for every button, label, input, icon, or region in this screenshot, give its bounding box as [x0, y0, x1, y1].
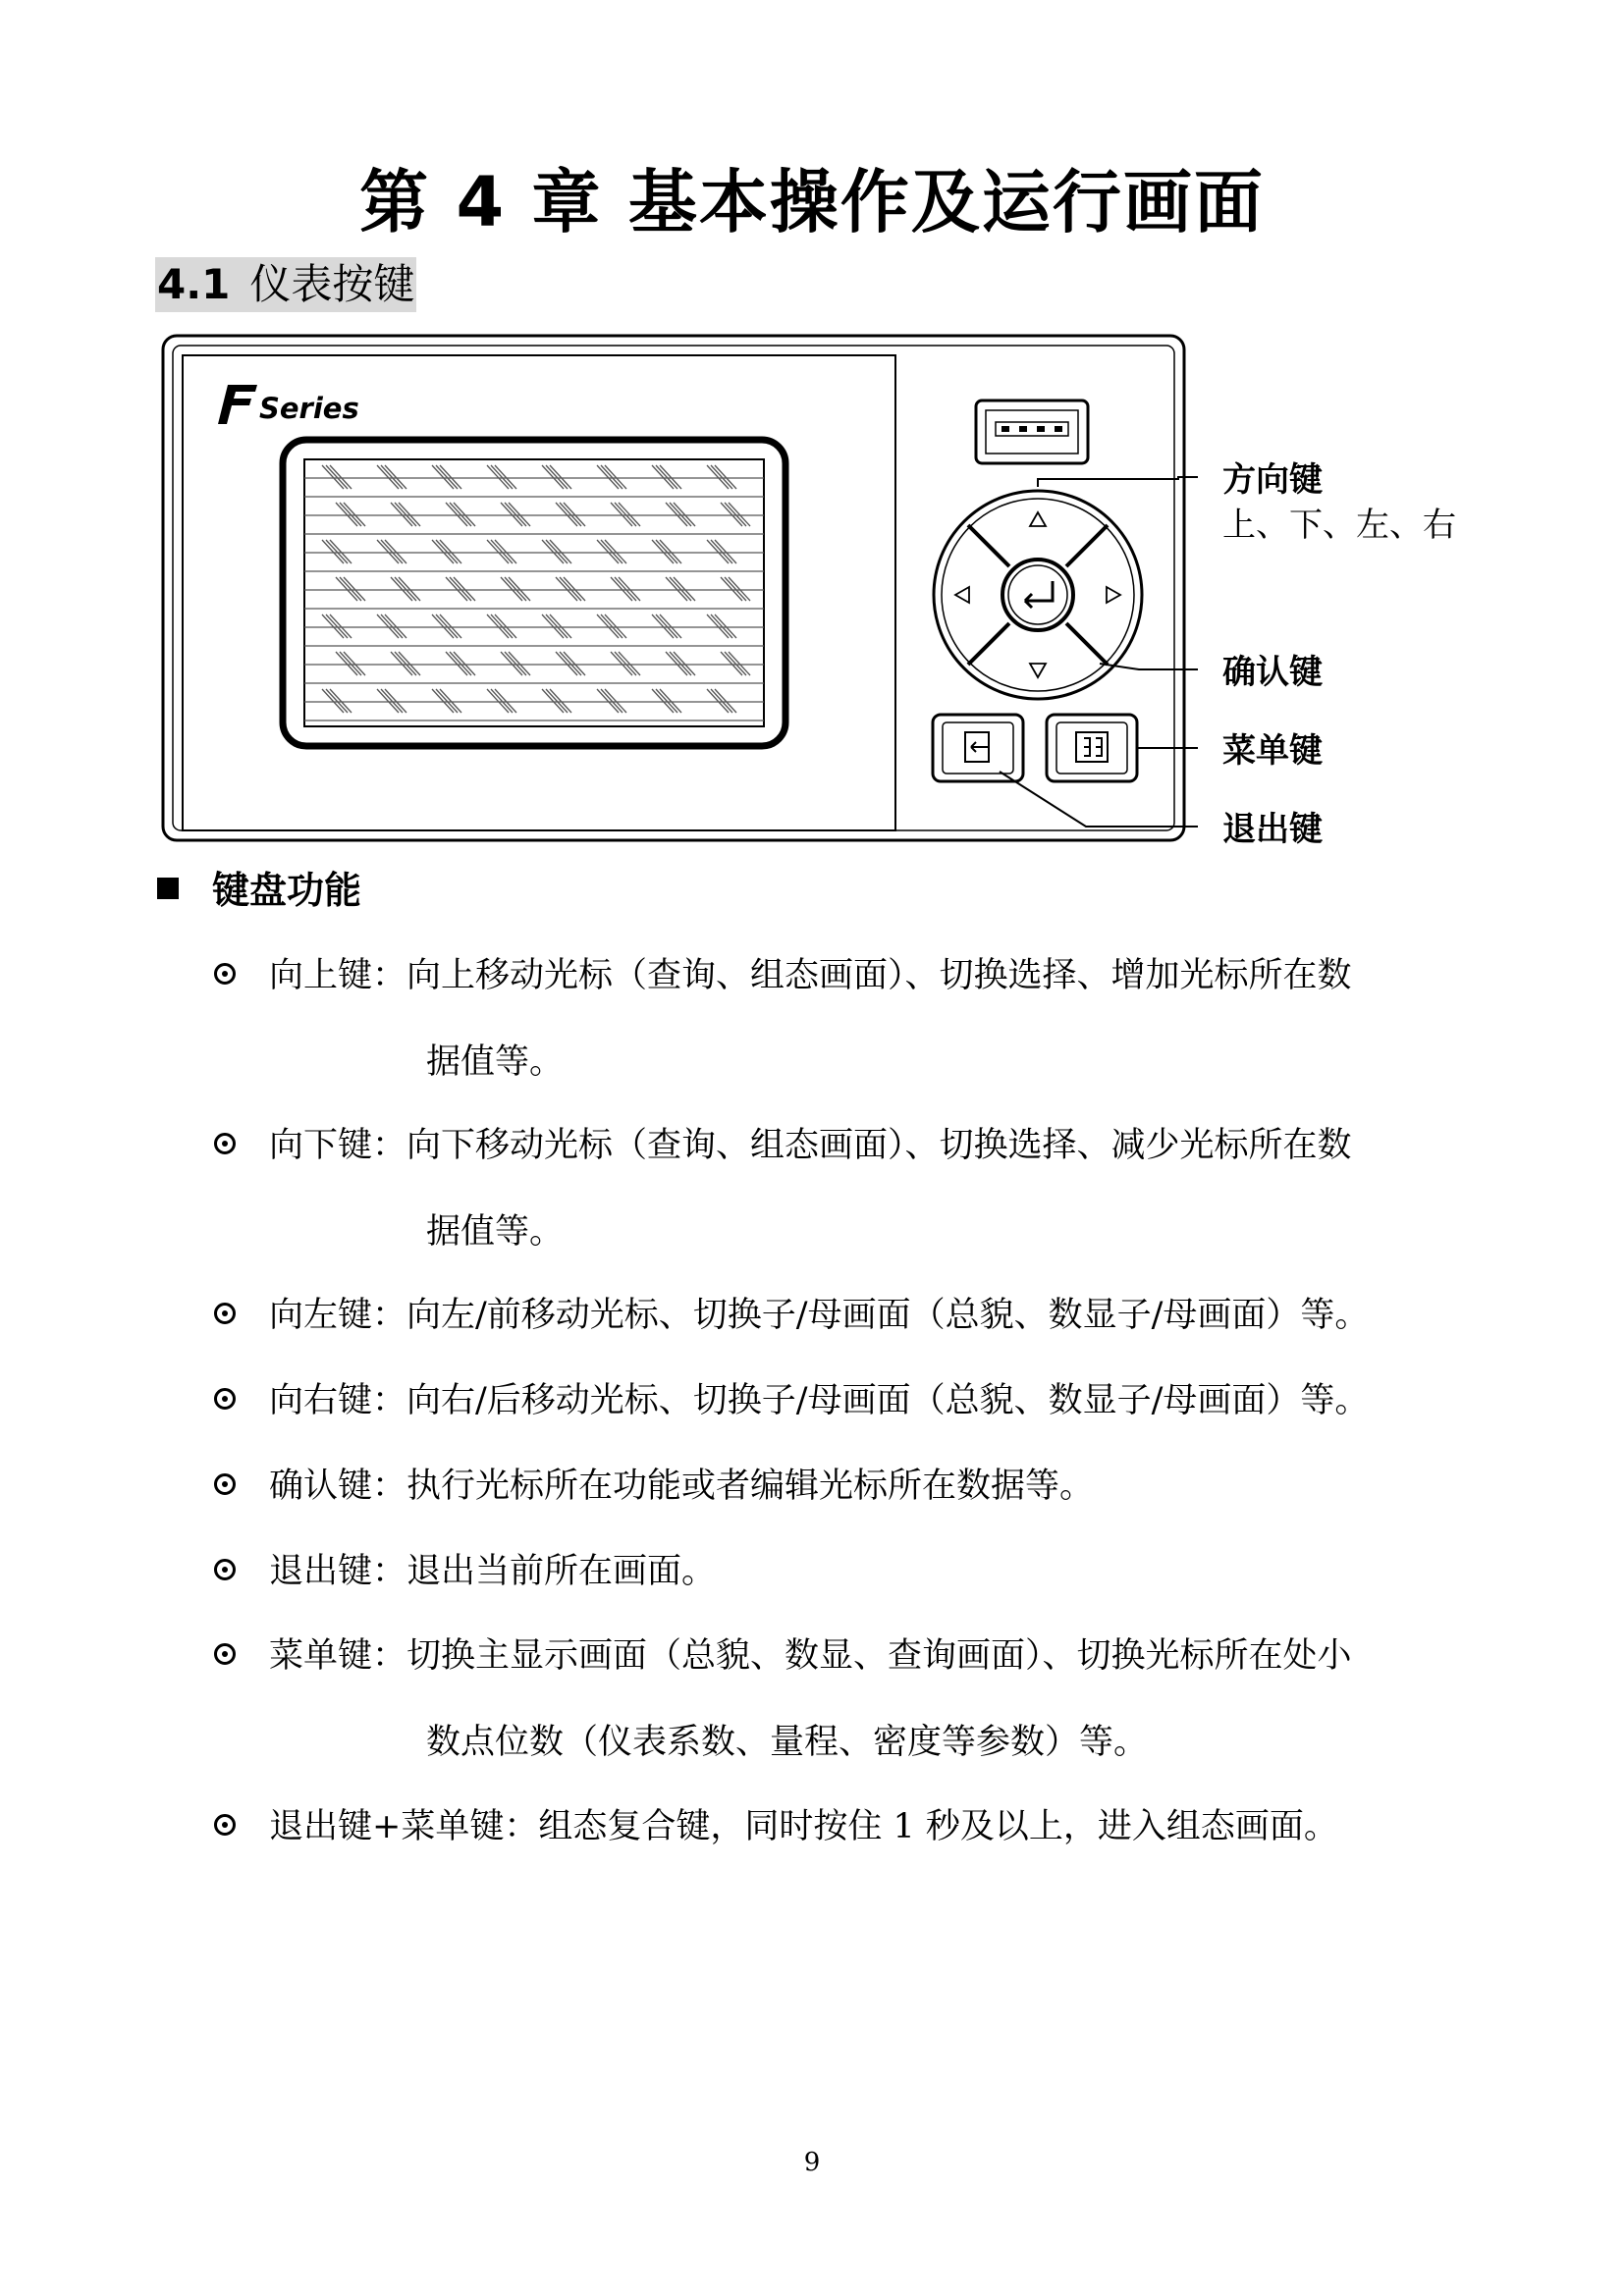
- section-number: 4.1: [157, 260, 231, 308]
- circle-dot-bullet-icon: [214, 1303, 236, 1324]
- instrument-figure: [157, 330, 1198, 854]
- subsection-title: 键盘功能: [212, 869, 362, 912]
- logo-text: Series: [259, 392, 359, 425]
- circle-dot-bullet-icon: [214, 1559, 236, 1580]
- circle-dot-bullet-icon: [214, 1643, 236, 1665]
- callout-direction-keys: 方向键: [1222, 460, 1323, 500]
- instrument-panel-drawing: [157, 330, 1198, 850]
- circle-dot-bullet-icon: [214, 1473, 236, 1495]
- callout-direction-list: 上、下、左、右: [1222, 506, 1456, 545]
- circle-dot-bullet-icon: [214, 1133, 236, 1154]
- chapter-title: 第 4 章 基本操作及运行画面: [359, 162, 1265, 242]
- key-function-text: 退出键+菜单键：组态复合键，同时按住 1 秒及以上，进入组态画面。: [269, 1807, 1338, 1846]
- circle-dot-bullet-icon: [214, 1388, 236, 1410]
- direction-pad: [934, 491, 1142, 699]
- section-heading: [155, 257, 416, 312]
- key-function-continuation: 数点位数（仪表系数、量程、密度等参数）等。: [426, 1723, 1149, 1762]
- subsection-keyboard-functions: [157, 860, 361, 914]
- callout-exit-key: 退出键: [1222, 810, 1323, 849]
- callout-menu-key: 菜单键: [1222, 731, 1323, 771]
- key-function-text: 向右键：向右/后移动光标、切换子/母画面（总貌、数显子/母画面）等。: [269, 1381, 1370, 1420]
- circle-dot-bullet-icon: [214, 963, 236, 985]
- circle-dot-bullet-icon: [214, 1814, 236, 1836]
- square-bullet-icon: [157, 878, 179, 899]
- menu-button[interactable]: [1047, 715, 1137, 781]
- key-function-continuation: 据值等。: [426, 1212, 565, 1252]
- page-number: 9: [803, 2148, 821, 2177]
- section-title: 仪表按键: [249, 260, 415, 308]
- key-function-text: 菜单键：切换主显示画面（总貌、数显、查询画面）、切换光标所在处小: [269, 1636, 1352, 1676]
- key-function-text: 向下键：向下移动光标（查询、组态画面）、切换选择、减少光标所在数: [269, 1126, 1352, 1165]
- exit-button[interactable]: [933, 715, 1023, 781]
- usb-port: [976, 400, 1088, 463]
- key-function-text: 向上键：向上移动光标（查询、组态画面）、切换选择、增加光标所在数: [269, 956, 1352, 995]
- key-function-text: 退出键：退出当前所在画面。: [269, 1552, 717, 1591]
- key-function-text: 确认键：执行光标所在功能或者编辑光标所在数据等。: [269, 1467, 1095, 1506]
- key-function-continuation: 据值等。: [426, 1042, 565, 1082]
- key-function-text: 向左键：向左/前移动光标、切换子/母画面（总貌、数显子/母画面）等。: [269, 1296, 1370, 1335]
- callout-confirm-key: 确认键: [1222, 653, 1323, 692]
